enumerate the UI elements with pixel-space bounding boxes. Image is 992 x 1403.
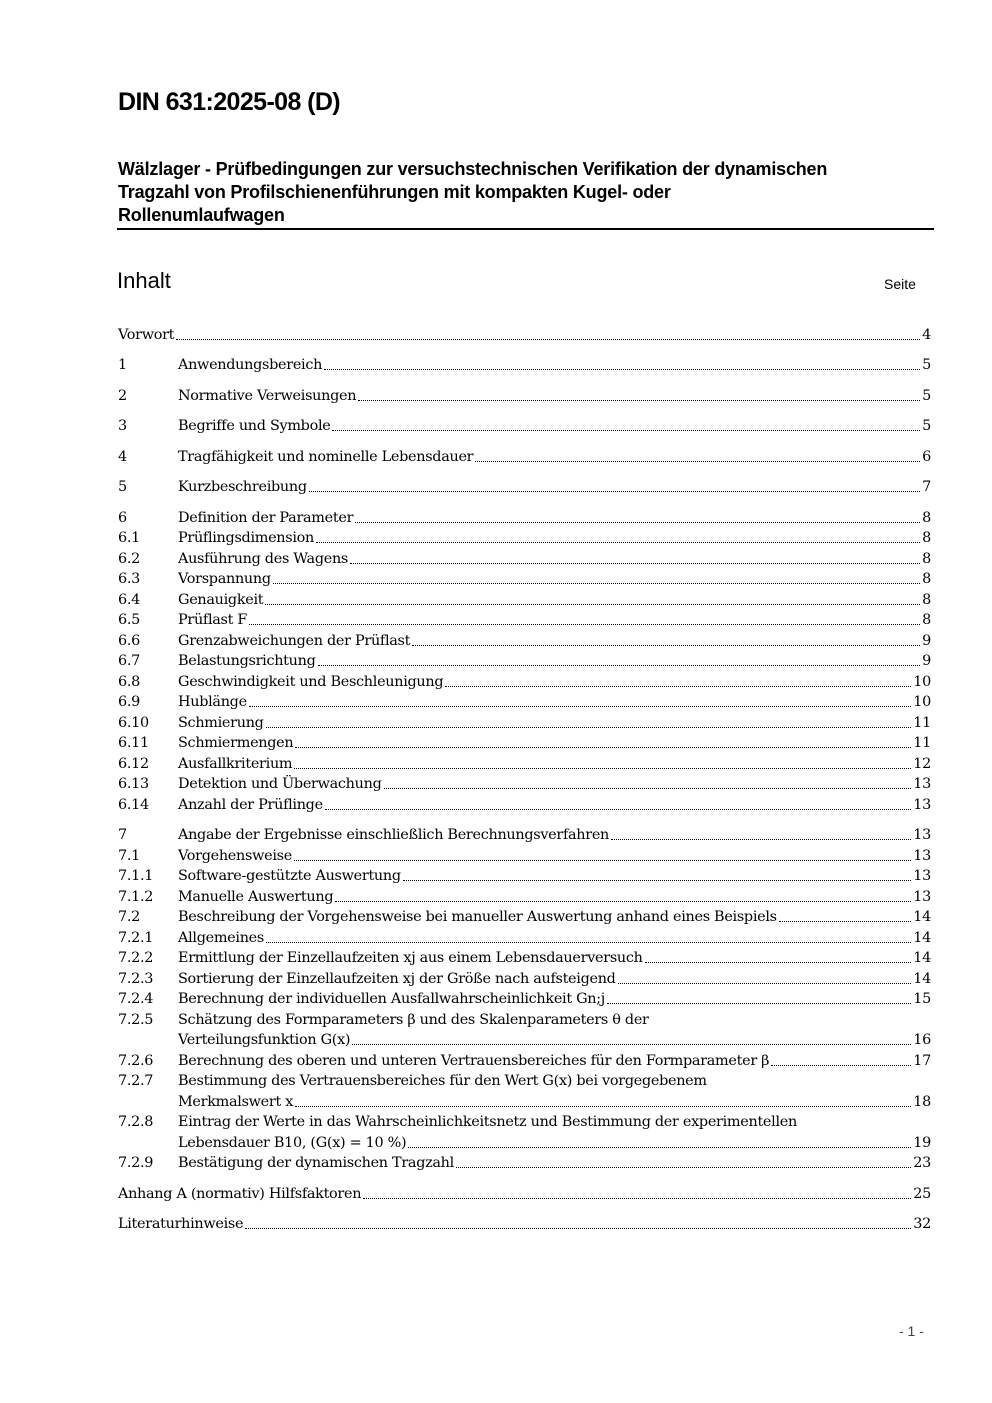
toc-entry-title: Anhang A (normativ) Hilfsfaktoren: [118, 1186, 362, 1202]
toc-dot-leader: [779, 921, 912, 922]
toc-entry-number: 6.10: [118, 715, 149, 731]
toc-entry-number: 7.1.1: [118, 868, 154, 884]
toc-entry-title: Lebensdauer B10, (G(x) = 10 %): [178, 1135, 407, 1151]
toc-entry[interactable]: [118, 325, 931, 345]
toc-dot-leader: [350, 563, 920, 564]
toc-entry-title: Sortierung der Einzellaufzeiten xj der Größe nach aufsteigend: [178, 971, 616, 987]
toc-entry-page: 13: [913, 827, 931, 843]
toc-entry[interactable]: [118, 651, 931, 671]
toc-entry-page: 16: [913, 1032, 931, 1048]
toc-entry-page: 7: [922, 479, 931, 495]
toc-entry[interactable]: [118, 795, 931, 815]
toc-entry-title: Manuelle Auswertung: [178, 889, 334, 905]
toc-entry-page: 13: [913, 797, 931, 813]
toc-entry-number: 7.2.8: [118, 1114, 154, 1130]
toc-dot-leader: [408, 1147, 911, 1148]
toc-entry-page: 23: [913, 1155, 931, 1171]
toc-dot-leader: [645, 962, 912, 963]
toc-entry-page: 14: [913, 971, 931, 987]
toc-entry[interactable]: [118, 1153, 931, 1173]
toc-dot-leader: [618, 983, 912, 984]
toc-dot-leader: [294, 768, 911, 769]
toc-entry[interactable]: [118, 1051, 931, 1071]
toc-entry-page: 10: [913, 694, 931, 710]
toc-dot-leader: [265, 604, 920, 605]
toc-entry[interactable]: [118, 825, 931, 845]
toc-entry-page: 4: [922, 327, 931, 343]
toc-entry-title: Prüflast F: [178, 612, 248, 628]
toc-entry-number: 6.2: [118, 551, 140, 567]
toc-entry-title: Genauigkeit: [178, 592, 264, 608]
toc-entry[interactable]: [118, 774, 931, 794]
toc-entry-number: 7.2.7: [118, 1073, 154, 1089]
toc-entry-page: 8: [922, 571, 931, 587]
toc-entry-title: Software-gestützte Auswertung: [178, 868, 401, 884]
toc-entry-page: 6: [922, 449, 931, 465]
toc-entry-page: 18: [913, 1094, 931, 1110]
toc-entry[interactable]: [118, 477, 931, 497]
toc-entry-page: 5: [922, 388, 931, 404]
toc-entry-number: 6.11: [118, 735, 149, 751]
toc-entry-number: 7.2.9: [118, 1155, 154, 1171]
toc-dot-leader: [412, 645, 920, 646]
toc-entry-page: 8: [922, 592, 931, 608]
toc-entry-title: Ermittlung der Einzellaufzeiten xj aus einem Lebensdauerversuch: [178, 950, 643, 966]
toc-dot-leader: [358, 400, 920, 401]
toc-entry[interactable]: [118, 549, 931, 569]
toc-entry[interactable]: [118, 631, 931, 651]
toc-entry-number: 6.12: [118, 756, 149, 772]
document-title: [118, 158, 938, 227]
toc-dot-leader: [295, 747, 911, 748]
toc-entry-title: Anzahl der Prüflinge: [178, 797, 323, 813]
toc-entry-number: 6.5: [118, 612, 140, 628]
toc-dot-leader: [352, 1044, 911, 1045]
toc-entry-title: Ausführung des Wagens: [178, 551, 348, 567]
toc-entry-title: Definition der Parameter: [178, 510, 354, 526]
toc-entry-page: 9: [922, 653, 931, 669]
toc-entry-page: 19: [913, 1135, 931, 1151]
toc-dot-leader: [176, 339, 920, 340]
toc-entry-title: Vorspannung: [178, 571, 271, 587]
toc-entry-page: 8: [922, 510, 931, 526]
toc-entry[interactable]: [118, 1092, 931, 1112]
toc-entry-page: 14: [913, 950, 931, 966]
toc-entry[interactable]: [118, 733, 931, 753]
title-divider: [117, 228, 934, 230]
toc-entry[interactable]: [118, 866, 931, 886]
toc-entry-number: 7.2.3: [118, 971, 154, 987]
toc-entry[interactable]: [118, 416, 931, 436]
document-id: DIN 631:2025-08 (D): [118, 88, 341, 116]
toc-dot-leader: [771, 1065, 911, 1066]
toc-entry[interactable]: [118, 846, 931, 866]
document-title-line: Rollenumlaufwagen: [118, 205, 285, 225]
toc-dot-leader: [456, 1167, 911, 1168]
toc-entry-number: 3: [118, 418, 127, 434]
toc-dot-leader: [273, 583, 920, 584]
toc-entry-number: 5: [118, 479, 127, 495]
toc-entry-title: Anwendungsbereich: [178, 357, 323, 373]
toc-entry[interactable]: [118, 928, 931, 948]
toc-entry-title: Berechnung des oberen und unteren Vertrauensbereiches für den Formparameter β: [178, 1053, 770, 1069]
toc-entry-number: 6.14: [118, 797, 149, 813]
toc-entry[interactable]: [118, 948, 931, 968]
toc-entry-title: Berechnung der individuellen Ausfallwahrscheinlichkeit Gn;j: [178, 991, 605, 1007]
toc-entry[interactable]: [118, 1133, 931, 1153]
toc-entry[interactable]: [118, 590, 931, 610]
toc-entry-number: 6.13: [118, 776, 149, 792]
toc-dot-leader: [294, 860, 911, 861]
toc-entry-title: Beschreibung der Vorgehensweise bei manueller Auswertung anhand eines Beispiels: [178, 909, 777, 925]
toc-entry[interactable]: [118, 989, 931, 1009]
toc-dot-leader: [611, 839, 911, 840]
toc-entry-title: Schätzung des Formparameters β und des Skalenparameters θ der: [178, 1012, 649, 1028]
toc-entry-page: 32: [913, 1216, 931, 1232]
toc-entry-title: Grenzabweichungen der Prüflast: [178, 633, 411, 649]
toc-entry[interactable]: [118, 1112, 931, 1132]
toc-entry-number: 1: [118, 357, 127, 373]
toc-dot-leader: [295, 1106, 911, 1107]
toc-entry-page: 12: [913, 756, 931, 772]
toc-page-column-label: Seite: [884, 276, 916, 292]
toc-entry-title: Geschwindigkeit und Beschleunigung: [178, 674, 444, 690]
toc-entry-title: Vorwort: [118, 327, 175, 343]
toc-entry-title: Ausfallkriterium: [178, 756, 293, 772]
toc-entry-title: Vorgehensweise: [178, 848, 292, 864]
toc-entry-page: 10: [913, 674, 931, 690]
toc-entry-page: 11: [913, 735, 931, 751]
toc-entry[interactable]: [118, 754, 931, 774]
toc-entry-page: 15: [913, 991, 931, 1007]
toc-dot-leader: [266, 942, 911, 943]
toc-entry-number: 6.6: [118, 633, 140, 649]
toc-dot-leader: [403, 880, 912, 881]
toc-entry[interactable]: [118, 887, 931, 907]
toc-entry-title: Eintrag der Werte in das Wahrscheinlichkeitsnetz und Bestimmung der experimentellen: [178, 1114, 797, 1130]
toc-entry-number: 6.7: [118, 653, 140, 669]
toc-entry-number: 7.2.4: [118, 991, 154, 1007]
toc-entry[interactable]: [118, 569, 931, 589]
toc-entry-page: 8: [922, 612, 931, 628]
toc-entry-page: 5: [922, 357, 931, 373]
toc-entry[interactable]: [118, 1030, 931, 1050]
footer-page-number: - 1 -: [899, 1323, 924, 1339]
toc-entry[interactable]: [118, 907, 931, 927]
toc-entry-number: 4: [118, 449, 127, 465]
toc-entry-number: 6.1: [118, 530, 140, 546]
toc-entry-number: 7.2.1: [118, 930, 154, 946]
toc-dot-leader: [318, 665, 921, 666]
toc-dot-leader: [325, 809, 911, 810]
toc-entry-title: Kurzbeschreibung: [178, 479, 307, 495]
toc-entry[interactable]: [118, 713, 931, 733]
toc-entry-title: Bestimmung des Vertrauensbereiches für den Wert G(x) bei vorgegebenem: [178, 1073, 707, 1089]
toc-entry[interactable]: [118, 672, 931, 692]
toc-entry-title: Schmierung: [178, 715, 264, 731]
toc-dot-leader: [475, 461, 920, 462]
toc-entry-title: Schmiermengen: [178, 735, 294, 751]
toc-dot-leader: [245, 1228, 911, 1229]
toc-entry-page: 25: [913, 1186, 931, 1202]
toc-entry-page: 9: [922, 633, 931, 649]
toc-entry-page: 14: [913, 930, 931, 946]
toc-entry-title: Begriffe und Symbole: [178, 418, 331, 434]
document-title-line: Tragzahl von Profilschienenführungen mit kompakten Kugel- oder: [118, 182, 671, 202]
toc-entry-number: 7.2.2: [118, 950, 154, 966]
toc-entry[interactable]: [118, 1214, 931, 1234]
toc-entry-page: 5: [922, 418, 931, 434]
toc-entry-page: 14: [913, 909, 931, 925]
toc-entry[interactable]: [118, 692, 931, 712]
toc-dot-leader: [363, 1198, 911, 1199]
toc-entry[interactable]: [118, 386, 931, 406]
toc-entry-number: 6.4: [118, 592, 140, 608]
toc-entry-number: 7: [118, 827, 127, 843]
toc-entry-title: Tragfähigkeit und nominelle Lebensdauer: [178, 449, 474, 465]
toc-dot-leader: [607, 1003, 911, 1004]
toc-entry-number: 6.3: [118, 571, 140, 587]
toc-entry-number: 7.2: [118, 909, 140, 925]
toc-entry-number: 6: [118, 510, 127, 526]
toc-entry-number: 6.9: [118, 694, 140, 710]
toc-dot-leader: [332, 430, 920, 431]
toc-entry-number: 6.8: [118, 674, 140, 690]
toc-entry[interactable]: [118, 1184, 931, 1204]
toc-dot-leader: [309, 491, 920, 492]
toc-entry-number: 7.1: [118, 848, 140, 864]
toc-entry[interactable]: [118, 969, 931, 989]
toc-dot-leader: [324, 369, 920, 370]
toc-dot-leader: [384, 788, 912, 789]
toc-entry-number: 7.1.2: [118, 889, 154, 905]
toc-entry[interactable]: [118, 355, 931, 375]
toc-entry-title: Merkmalswert x: [178, 1094, 294, 1110]
toc-entry-title: Normative Verweisungen: [178, 388, 357, 404]
toc-entry-page: 8: [922, 551, 931, 567]
toc-entry-page: 13: [913, 889, 931, 905]
toc-dot-leader: [335, 901, 911, 902]
toc-entry[interactable]: [118, 1071, 931, 1091]
toc-entry[interactable]: [118, 508, 931, 528]
toc-entry[interactable]: [118, 447, 931, 467]
toc-entry-title: Verteilungsfunktion G(x): [178, 1032, 351, 1048]
toc-entry-page: 13: [913, 848, 931, 864]
toc-entry-title: Allgemeines: [178, 930, 264, 946]
toc-entry-number: 7.2.6: [118, 1053, 154, 1069]
toc-entry-number: 7.2.5: [118, 1012, 154, 1028]
toc-entry-title: Hublänge: [178, 694, 247, 710]
toc-dot-leader: [249, 706, 911, 707]
toc-entry-title: Detektion und Überwachung: [178, 776, 382, 792]
toc-entry-title: Literaturhinweise: [118, 1216, 244, 1232]
toc-entry[interactable]: [118, 610, 931, 630]
toc-entry-page: 13: [913, 776, 931, 792]
toc-entry-title: Angabe der Ergebnisse einschließlich Berechnungsverfahren: [178, 827, 610, 843]
toc-entry-title: Bestätigung der dynamischen Tragzahl: [178, 1155, 454, 1171]
toc-entry-page: 11: [913, 715, 931, 731]
toc-dot-leader: [445, 686, 911, 687]
toc-entry-number: 2: [118, 388, 127, 404]
toc-entry-page: 13: [913, 868, 931, 884]
toc-entry-page: 17: [913, 1053, 931, 1069]
toc-entry[interactable]: [118, 528, 931, 548]
toc-dot-leader: [266, 727, 912, 728]
toc-entry-title: Belastungsrichtung: [178, 653, 316, 669]
document-title-line: Wälzlager - Prüfbedingungen zur versuchstechnischen Verifikation der dynamischen: [118, 159, 828, 179]
toc-dot-leader: [249, 624, 920, 625]
toc-heading: Inhalt: [117, 268, 171, 293]
toc-entry-title: Prüflingsdimension: [178, 530, 314, 546]
toc-dot-leader: [316, 542, 920, 543]
toc-entry[interactable]: [118, 1010, 931, 1030]
toc-dot-leader: [355, 522, 920, 523]
toc-entry-page: 8: [922, 530, 931, 546]
